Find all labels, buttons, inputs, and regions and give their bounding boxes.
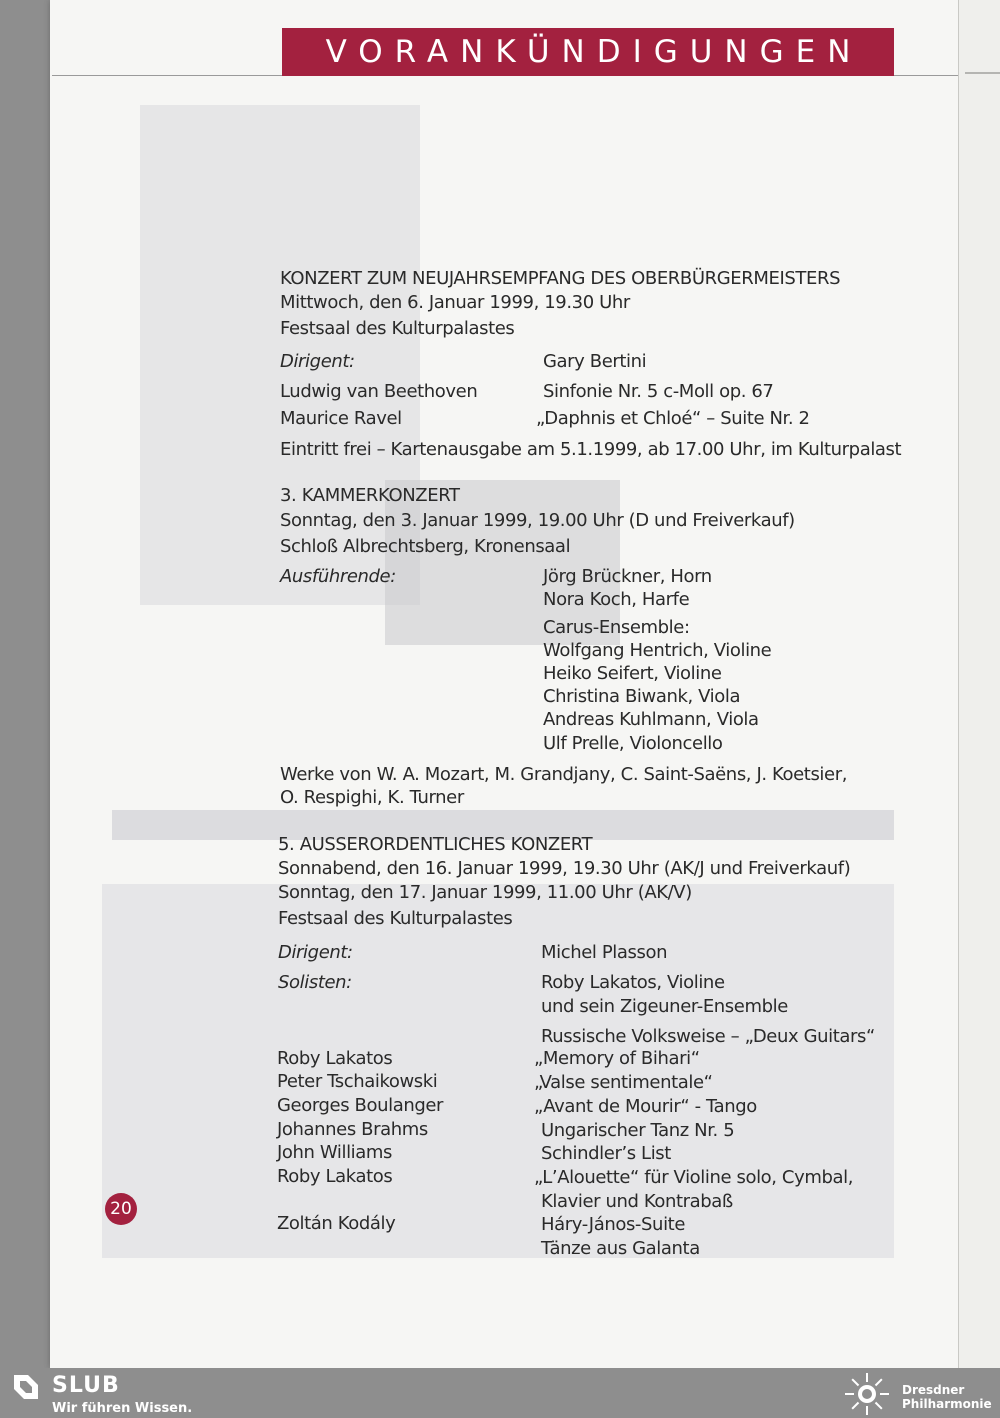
concert3-work: Schindler’s List [541,1143,671,1164]
concert3-soloist: und sein Zigeuner-Ensemble [541,996,788,1017]
concert3-conductor-label: Dirigent: [278,942,353,963]
concert3-work: Háry-János-Suite [541,1214,685,1235]
performer: Carus-Ensemble: [543,617,690,638]
performer: Nora Koch, Harfe [543,589,690,610]
concert1-ticket-note: Eintritt frei – Kartenausgabe am 5.1.1999, ab 17.00 Uhr, im Kulturpalast [280,439,902,460]
performer: Andreas Kuhlmann, Viola [543,709,759,730]
concert1-conductor-label: Dirigent: [280,351,355,372]
concert1-date: Mittwoch, den 6. Januar 1999, 19.30 Uhr [280,292,630,313]
concert3-work: Ungarischer Tanz Nr. 5 [541,1120,735,1141]
concert2-venue: Schloß Albrechtsberg, Kronensaal [280,536,571,557]
concert3-work: „Valse sentimentale“ [534,1072,713,1093]
concert1-work: „Daphnis et Chloé“ – Suite Nr. 2 [536,408,810,429]
concert3-work: „Memory of Bihari“ [534,1048,700,1069]
concert2-title: 3. KAMMERKONZERT [280,485,460,506]
partner-name-line: Philharmonie [902,1397,992,1411]
partner-name-line: Dresdner [902,1383,965,1397]
slub-logo-icon [12,1373,40,1401]
performer: Christina Biwank, Viola [543,686,741,707]
slub-tagline: Wir führen Wissen. [52,1401,193,1416]
concert1-title: KONZERT ZUM NEUJAHRSEMPFANG DES OBERBÜRGERMEISTERS [280,268,841,289]
concert3-work: Tänze aus Galanta [541,1238,700,1259]
concert1-venue: Festsaal des Kulturpalastes [280,318,515,339]
performer: Heiko Seifert, Violine [543,663,722,684]
concert3-composer: Peter Tschaikowski [277,1071,438,1092]
concert2-works: O. Respighi, K. Turner [280,787,464,808]
concert3-date: Sonnabend, den 16. Januar 1999, 19.30 Uhr (AK/J und Freiverkauf) [278,858,851,879]
concert3-venue: Festsaal des Kulturpalastes [278,908,513,929]
concert3-soloists-label: Solisten: [278,972,352,993]
concert1-work: Sinfonie Nr. 5 c-Moll op. 67 [543,381,774,402]
concert3-conductor: Michel Plasson [541,942,668,963]
performer: Wolfgang Hentrich, Violine [543,640,772,661]
concert3-work: „L’Alouette“ für Violine solo, Cymbal, [534,1167,854,1188]
page-number-badge [105,1193,137,1225]
page-number: 20 [110,1199,132,1219]
performer: Jörg Brückner, Horn [543,566,712,587]
concert3-composer: Zoltán Kodály [277,1213,396,1234]
concert1-composer: Ludwig van Beethoven [280,381,478,402]
slub-name: SLUB [52,1373,120,1398]
concert1-conductor: Gary Bertini [543,351,647,372]
concert3-composer: Johannes Brahms [277,1119,428,1140]
concert3-soloist: Roby Lakatos, Violine [541,972,725,993]
concert3-composer: Roby Lakatos [277,1166,393,1187]
section-title: VORANKÜNDIGUNGEN [325,34,863,70]
dresdner-philharmonie-logo-icon [842,1372,892,1416]
concert1-composer: Maurice Ravel [280,408,402,429]
concert3-title: 5. AUSSERORDENTLICHES KONZERT [278,834,593,855]
concert3-composer: John Williams [277,1142,393,1163]
concert2-performers-label: Ausführende: [280,566,396,587]
concert3-work: Klavier und Kontrabaß [541,1191,733,1212]
adjacent-page-edge [958,0,1000,1368]
concert2-works: Werke von W. A. Mozart, M. Grandjany, C. Saint-Saëns, J. Koetsier, [280,764,848,785]
concert2-date: Sonntag, den 3. Januar 1999, 19.00 Uhr (D und Freiverkauf) [280,510,795,531]
concert3-opening-work: Russische Volksweise – „Deux Guitars“ [541,1026,875,1047]
concert3-work: „Avant de Mourir“ - Tango [534,1096,757,1117]
concert3-date: Sonntag, den 17. Januar 1999, 11.00 Uhr (AK/V) [278,882,692,903]
concert3-composer: Georges Boulanger [277,1095,444,1116]
partner-name [902,1383,992,1411]
performer: Ulf Prelle, Violoncello [543,733,723,754]
show-through-ad [102,884,894,1258]
section-header [282,28,894,76]
concert3-composer: Roby Lakatos [277,1048,393,1069]
